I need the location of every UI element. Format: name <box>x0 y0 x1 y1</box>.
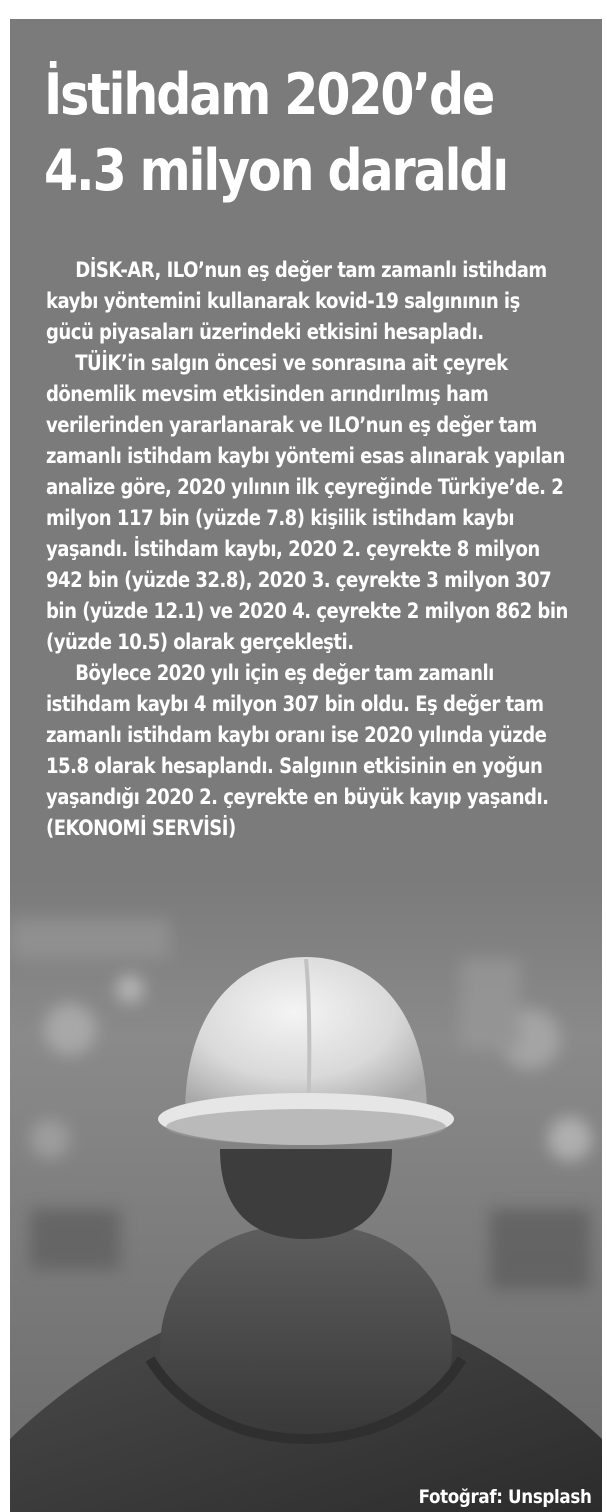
headline <box>44 57 517 209</box>
article-body <box>46 255 571 844</box>
headline-line-2: 4.3 milyon daraldı <box>44 138 508 204</box>
photo-credit: Fotoğraf: Unsplash <box>419 1486 592 1508</box>
news-article <box>10 19 602 1512</box>
worker-hard-hat-photo <box>10 879 602 1512</box>
paragraph-3: Böylece 2020 yılı için eş değer tam zamanlı istihdam kaybı 4 milyon 307 bin oldu. Eş değer tam zamanlı istihdam kaybı oranı ise 2020 yılında yüzde 15.8 olarak hesaplandı. Salgının etkisinin en yoğun yaşandığı 2020 2. çeyrekte en büyük kayıp yaşandı. (EKONOMİ SERVİSİ) <box>46 661 549 840</box>
paragraph-1: DİSK-AR, ILO’nun eş değer tam zamanlı istihdam kaybı yöntemini kullanarak kovid-19 salgınının iş gücü piyasaları üzerindeki etkisini hesapladı. <box>46 258 547 344</box>
headline-line-1: İstihdam 2020’de <box>44 62 494 128</box>
photo-illustration <box>10 879 602 1512</box>
paragraph-2: TÜİK’in salgın öncesi ve sonrasına ait çeyrek dönemlik mevsim etkisinden arındırılmış ham verilerinden yararlanarak ve ILO’nun eş değer tam zamanlı istihdam kaybı yöntemi esas alınarak yapılan analize göre, 2020 yılının ilk çeyreğinde Türkiye’de. 2 milyon 117 bin (yüzde 7.8) kişilik istihdam kaybı yaşandı. İstihdam kaybı, 2020 2. çeyrekte 8 milyon 942 bin (yüzde 32.8), 2020 3. çeyrekte 3 milyon 307 bin (yüzde 12.1) ve 2020 4. çeyrekte 2 milyon 862 bin (yüzde 10.5) olarak gerçekleşti. <box>46 351 568 654</box>
